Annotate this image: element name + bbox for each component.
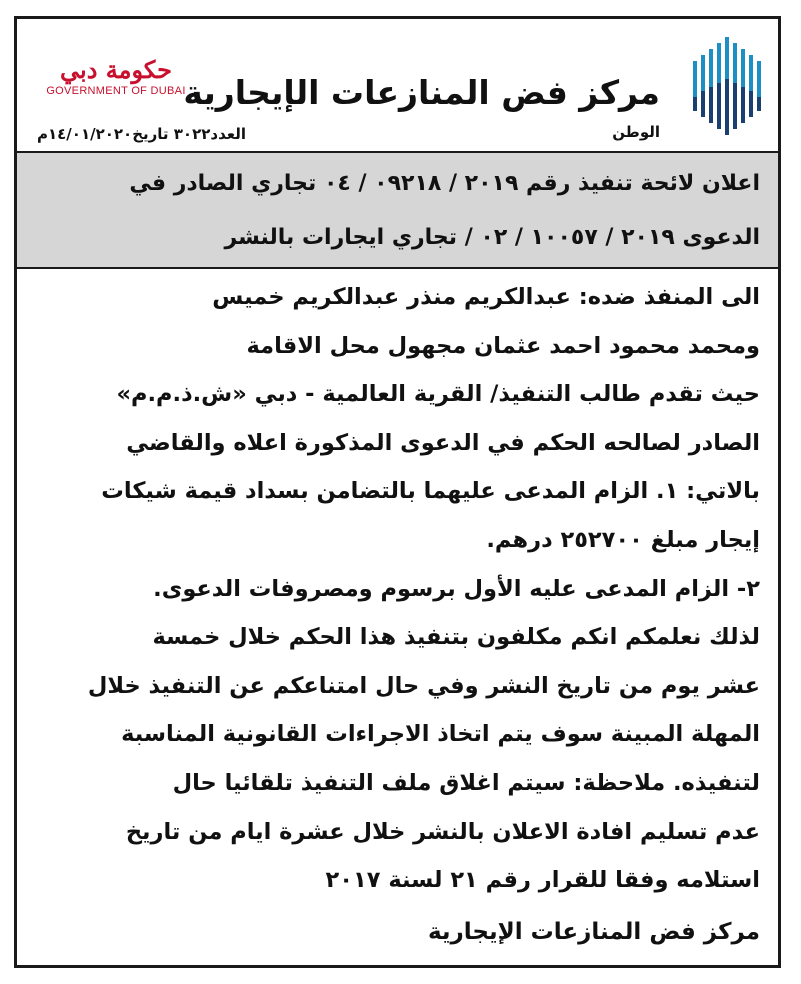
rental-disputes-center-logo-icon [684,33,770,139]
body-line: حيث تقدم طالب التنفيذ/ القرية العالمية - دبي «ش.ذ.م.م» [116,381,760,408]
signature: مركز فض المنازعات الإيجارية [427,919,760,945]
body-line: ٢- الزام المدعى عليه الأول برسوم ومصروفات الدعوى. [153,575,760,602]
body-line: إيجار مبلغ ٢٥٢٧٠٠ درهم. [486,526,760,553]
notice-frame [14,16,781,968]
body-line: المهلة المبينة سوف يتم اتخاذ الاجراءات القانونية المناسبة [121,721,760,748]
body-line: استلامه وفقا للقرار رقم ٢١ لسنة ٢٠١٧ [325,867,760,894]
notice-header [17,19,778,151]
body-line: الصادر لصالحه الحكم في الدعوى المذكورة اعلاه والقاضي [126,429,760,456]
newspaper-name: الوطن [612,123,660,141]
body-line: بالاتي: ١. الزام المدعى عليهما بالتضامن بسداد قيمة شيكات [101,478,760,505]
notice-heading-box [17,151,778,269]
body-line: الى المنفذ ضده: عبدالكريم منذر عبدالكريم خميس [212,284,760,310]
dubai-logo-arabic: حكومة دبي [60,55,172,84]
notice-heading-line-1: اعلان لائحة تنفيذ رقم ٢٠١٩ / ٠٩٢١٨ / ٠٤ تجاري الصادر في [129,171,760,196]
notice-body [33,273,760,905]
government-of-dubai-logo-icon [41,57,191,97]
body-line: لذلك نعلمكم انكم مكلفون بتنفيذ هذا الحكم خلال خمسة [152,624,760,651]
body-line: عشر يوم من تاريخ النشر وفي حال امتناعكم عن التنفيذ خلال [87,672,760,699]
dubai-logo-english: GOVERNMENT OF DUBAI [46,85,186,97]
notice-heading-line-2: الدعوى ٢٠١٩ / ١٠٠٥٧ / ٠٢ / تجاري ايجارات بالنشر [224,225,760,250]
body-line: ومحمد محمود احمد عثمان مجهول محل الاقامة [246,332,760,359]
body-line: لتنفيذه. ملاحظة: سيتم اغلاق ملف التنفيذ تلقائيا حال [172,769,760,796]
body-line: عدم تسليم افادة الاعلان بالنشر خلال عشرة ايام من تاريخ [125,818,760,845]
page-title: مركز فض المنازعات الإيجارية [183,73,660,112]
issue-info: العدد٣٠٢٢ تاريخ١٤/٠١/٢٠٢٠م [37,125,247,143]
